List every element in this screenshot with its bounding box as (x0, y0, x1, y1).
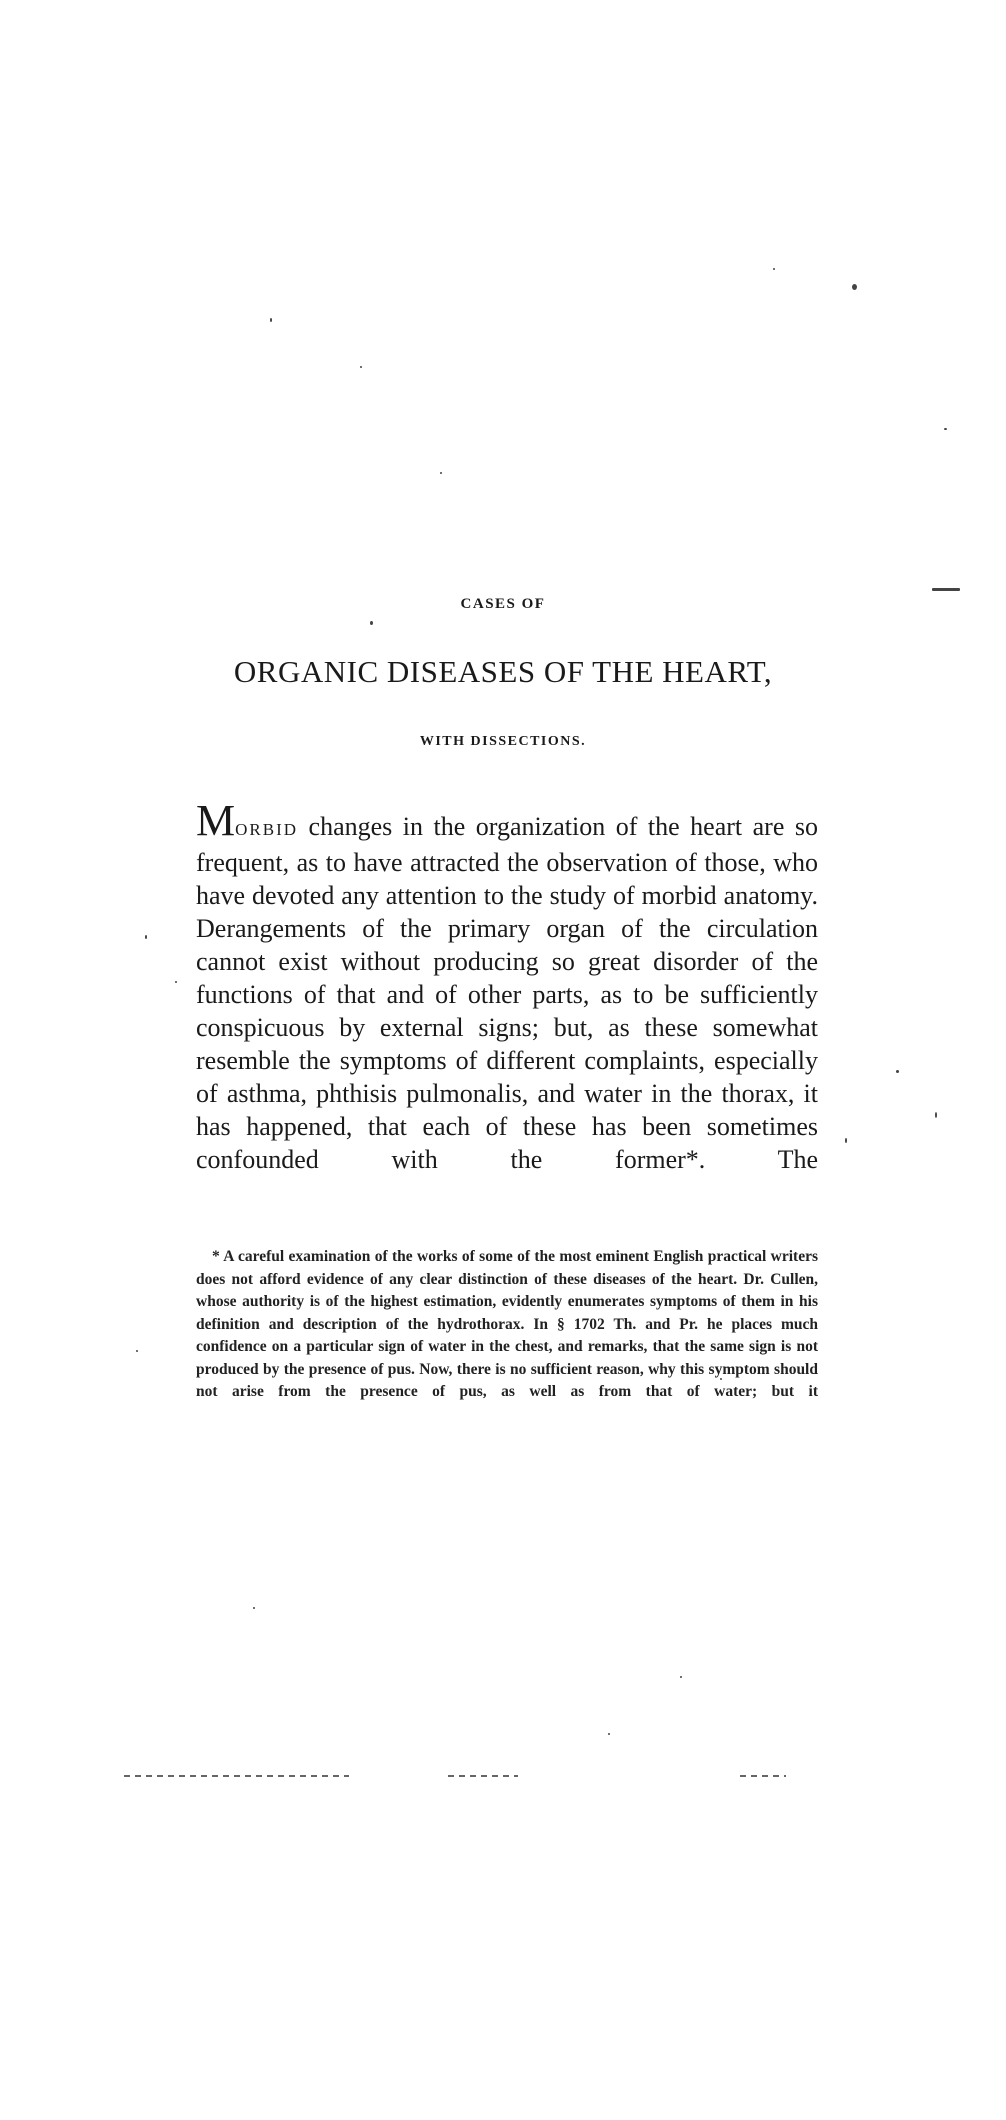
scan-speck (680, 1676, 682, 1678)
scan-speck (720, 1378, 722, 1380)
footnote (196, 1246, 818, 1404)
scan-speck (145, 935, 147, 939)
body-paragraph (196, 796, 818, 1176)
scan-artifact-line-left (124, 1775, 349, 1777)
scan-speck (896, 1070, 899, 1073)
scan-speck (270, 318, 272, 322)
scan-speck (608, 1733, 610, 1735)
scan-speck (136, 1350, 138, 1352)
scan-speck (932, 588, 960, 591)
scan-speck (845, 1138, 847, 1143)
scan-speck (773, 268, 775, 270)
main-title: ORGANIC DISEASES OF THE HEART, (233, 654, 773, 689)
footnote-text: * A careful examination of the works of some of the most eminent English practical writers does not afford evidence of any clear distinction of these diseases of the heart. Dr. Cullen, whose authority is of the highest estimation, evidently enumerates symptoms of them in his definition and description of the hydrothorax. In § 1702 Th. and Pr. he places much confidence on a particular sign of water in the chest, and remarks, that the same sign is not produced by the presence of pus. Now, there is no sufficient reason, why this symptom should not arise from the presence of pus, as well as from that of water; but it (196, 1248, 818, 1400)
scan-speck (944, 428, 947, 430)
scan-speck (175, 981, 177, 983)
scan-speck (852, 284, 857, 290)
scan-speck (370, 621, 373, 625)
pre-heading: CASES OF (460, 596, 546, 612)
scan-speck (440, 472, 442, 474)
scan-speck (360, 366, 362, 368)
scan-speck (935, 1112, 937, 1118)
scan-artifact-line-right (740, 1775, 786, 1777)
subtitle: WITH DISSECTIONS. (419, 734, 587, 749)
scan-artifact-line-mid (448, 1775, 518, 1777)
body-text: changes in the organization of the heart are so frequent, as to have attracted the observation of those, who have devoted any attention to the study of morbid anatomy. Derangements of the primary organ of the circulation cannot exist without producing so great disorder of the functions of that and of other parts, as to be sufficiently conspicuous by external signs; but, as these somewhat resemble the symptoms of different complaints, especially of asthma, phthisis pulmonalis, and water in the thorax, it has happened, that each of these has been sometimes confounded with the former*. The (196, 812, 818, 1174)
lead-smallcaps: ORBID (235, 820, 299, 839)
scan-speck (253, 1607, 255, 1609)
drop-initial: M (196, 796, 236, 845)
